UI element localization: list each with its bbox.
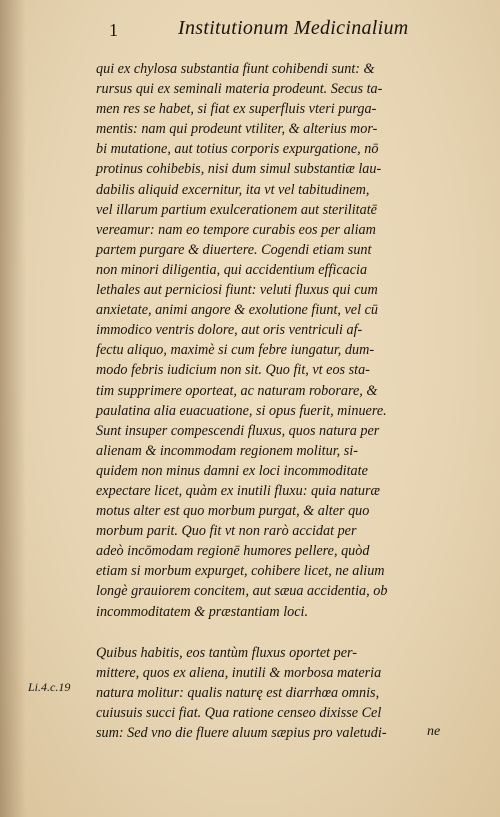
text-line: non minori diligentia, qui accidentium efficacia [96, 261, 368, 278]
text-line: immodico ventris dolore, aut oris ventriculi af- [96, 322, 363, 339]
text-line: qui ex chylosa substantia fiunt cohibendi sunt: & [96, 61, 375, 77]
marginal-note: Li.4.c.19 [28, 680, 71, 694]
text-line: mentis: nam qui prodeunt vtiliter, & alterius mor- [96, 121, 378, 138]
text-line: alienam & incommodam regionem molitur, si- [96, 442, 358, 459]
text-line: anxietate, animi angore & exolutione fiunt, vel cū [96, 302, 378, 319]
text-line: adeò incōmodam regionē humores pellere, quòd [96, 543, 370, 560]
text-line: men res se habet, si fiat ex superfluis vteri purga- [96, 101, 377, 118]
text-line: Sunt insuper compescendi fluxus, quos natura per [96, 422, 380, 439]
text-line: incommoditatem & præstantiam loci. [96, 603, 309, 620]
text-line: dabilis aliquid excernitur, ita vt vel tabitudinem, [96, 181, 370, 198]
catchword: ne [427, 724, 441, 739]
text-line: modo febris iudicium non sit. Quo fit, vt eos sta- [96, 362, 370, 379]
text-line: rursus qui ex seminali materia prodeunt. Secus ta- [96, 81, 383, 98]
text-line: vel illarum partium exulcerationem aut sterilitatē [96, 201, 377, 218]
text-line: natura molitur: qualis naturę est diarrhœa omnis, [96, 684, 380, 701]
text-line: longè grauiorem conciteт, aut sæua accidentia, ob [96, 583, 388, 600]
text-line: quidem non minus damni ex loci incommoditate [96, 462, 368, 479]
paragraph-2 [96, 643, 466, 743]
text-line: partem purgare & diuertere. Cogendi etiam sunt [96, 241, 372, 258]
paragraph-gap [96, 622, 466, 643]
text-line: cuiusuis succi fiat. Qua ratione censeo dixisse Cel [96, 704, 382, 721]
text-line: etiam si morbum expurget, cohibere licet, ne alium [96, 563, 385, 580]
text-line: protinus cohibebis, nisi dum simul substantiæ lau- [96, 161, 382, 178]
text-line: lethales aut perniciosi fiunt: veluti fluxus qui cum [96, 282, 378, 299]
text-line: bi mutatione, aut totius corporis expurgatione, nō [96, 141, 379, 158]
text-line: vereamur: nam eo tempore curabis eos per aliam [96, 221, 376, 238]
text-line: tim supprimere oporteat, ac naturam roborare, & [96, 382, 378, 399]
text-line: fectu aliquo, maximè si cum febre iungatur, dum- [96, 342, 375, 359]
text-line: Quibus habitis, eos tantùm fluxus oportet per- [96, 644, 357, 661]
text-line: paulatina alia euacuatione, si opus fuerit, minuere. [96, 402, 387, 419]
binding-shadow [0, 0, 26, 817]
text-line: mittere, quos ex aliena, inutili & morbosa materia [96, 664, 382, 681]
text-line: expectare licet, quàm ex inutili fluxu: quia naturæ [96, 482, 380, 499]
text-line: motus alter est quo morbum purgat, & alter quo [96, 503, 370, 520]
text-line: morbum parit. Quo fit vt non rarò accidat per [96, 523, 357, 540]
text-line: sum: Sed vno die fluere aluum sæpius pro valetudi- [96, 725, 387, 741]
paragraph-1 [96, 59, 466, 622]
main-text-block [96, 59, 466, 743]
running-head: Institutionum Medicinalium [178, 17, 409, 39]
folio-number: 1 [109, 20, 119, 40]
